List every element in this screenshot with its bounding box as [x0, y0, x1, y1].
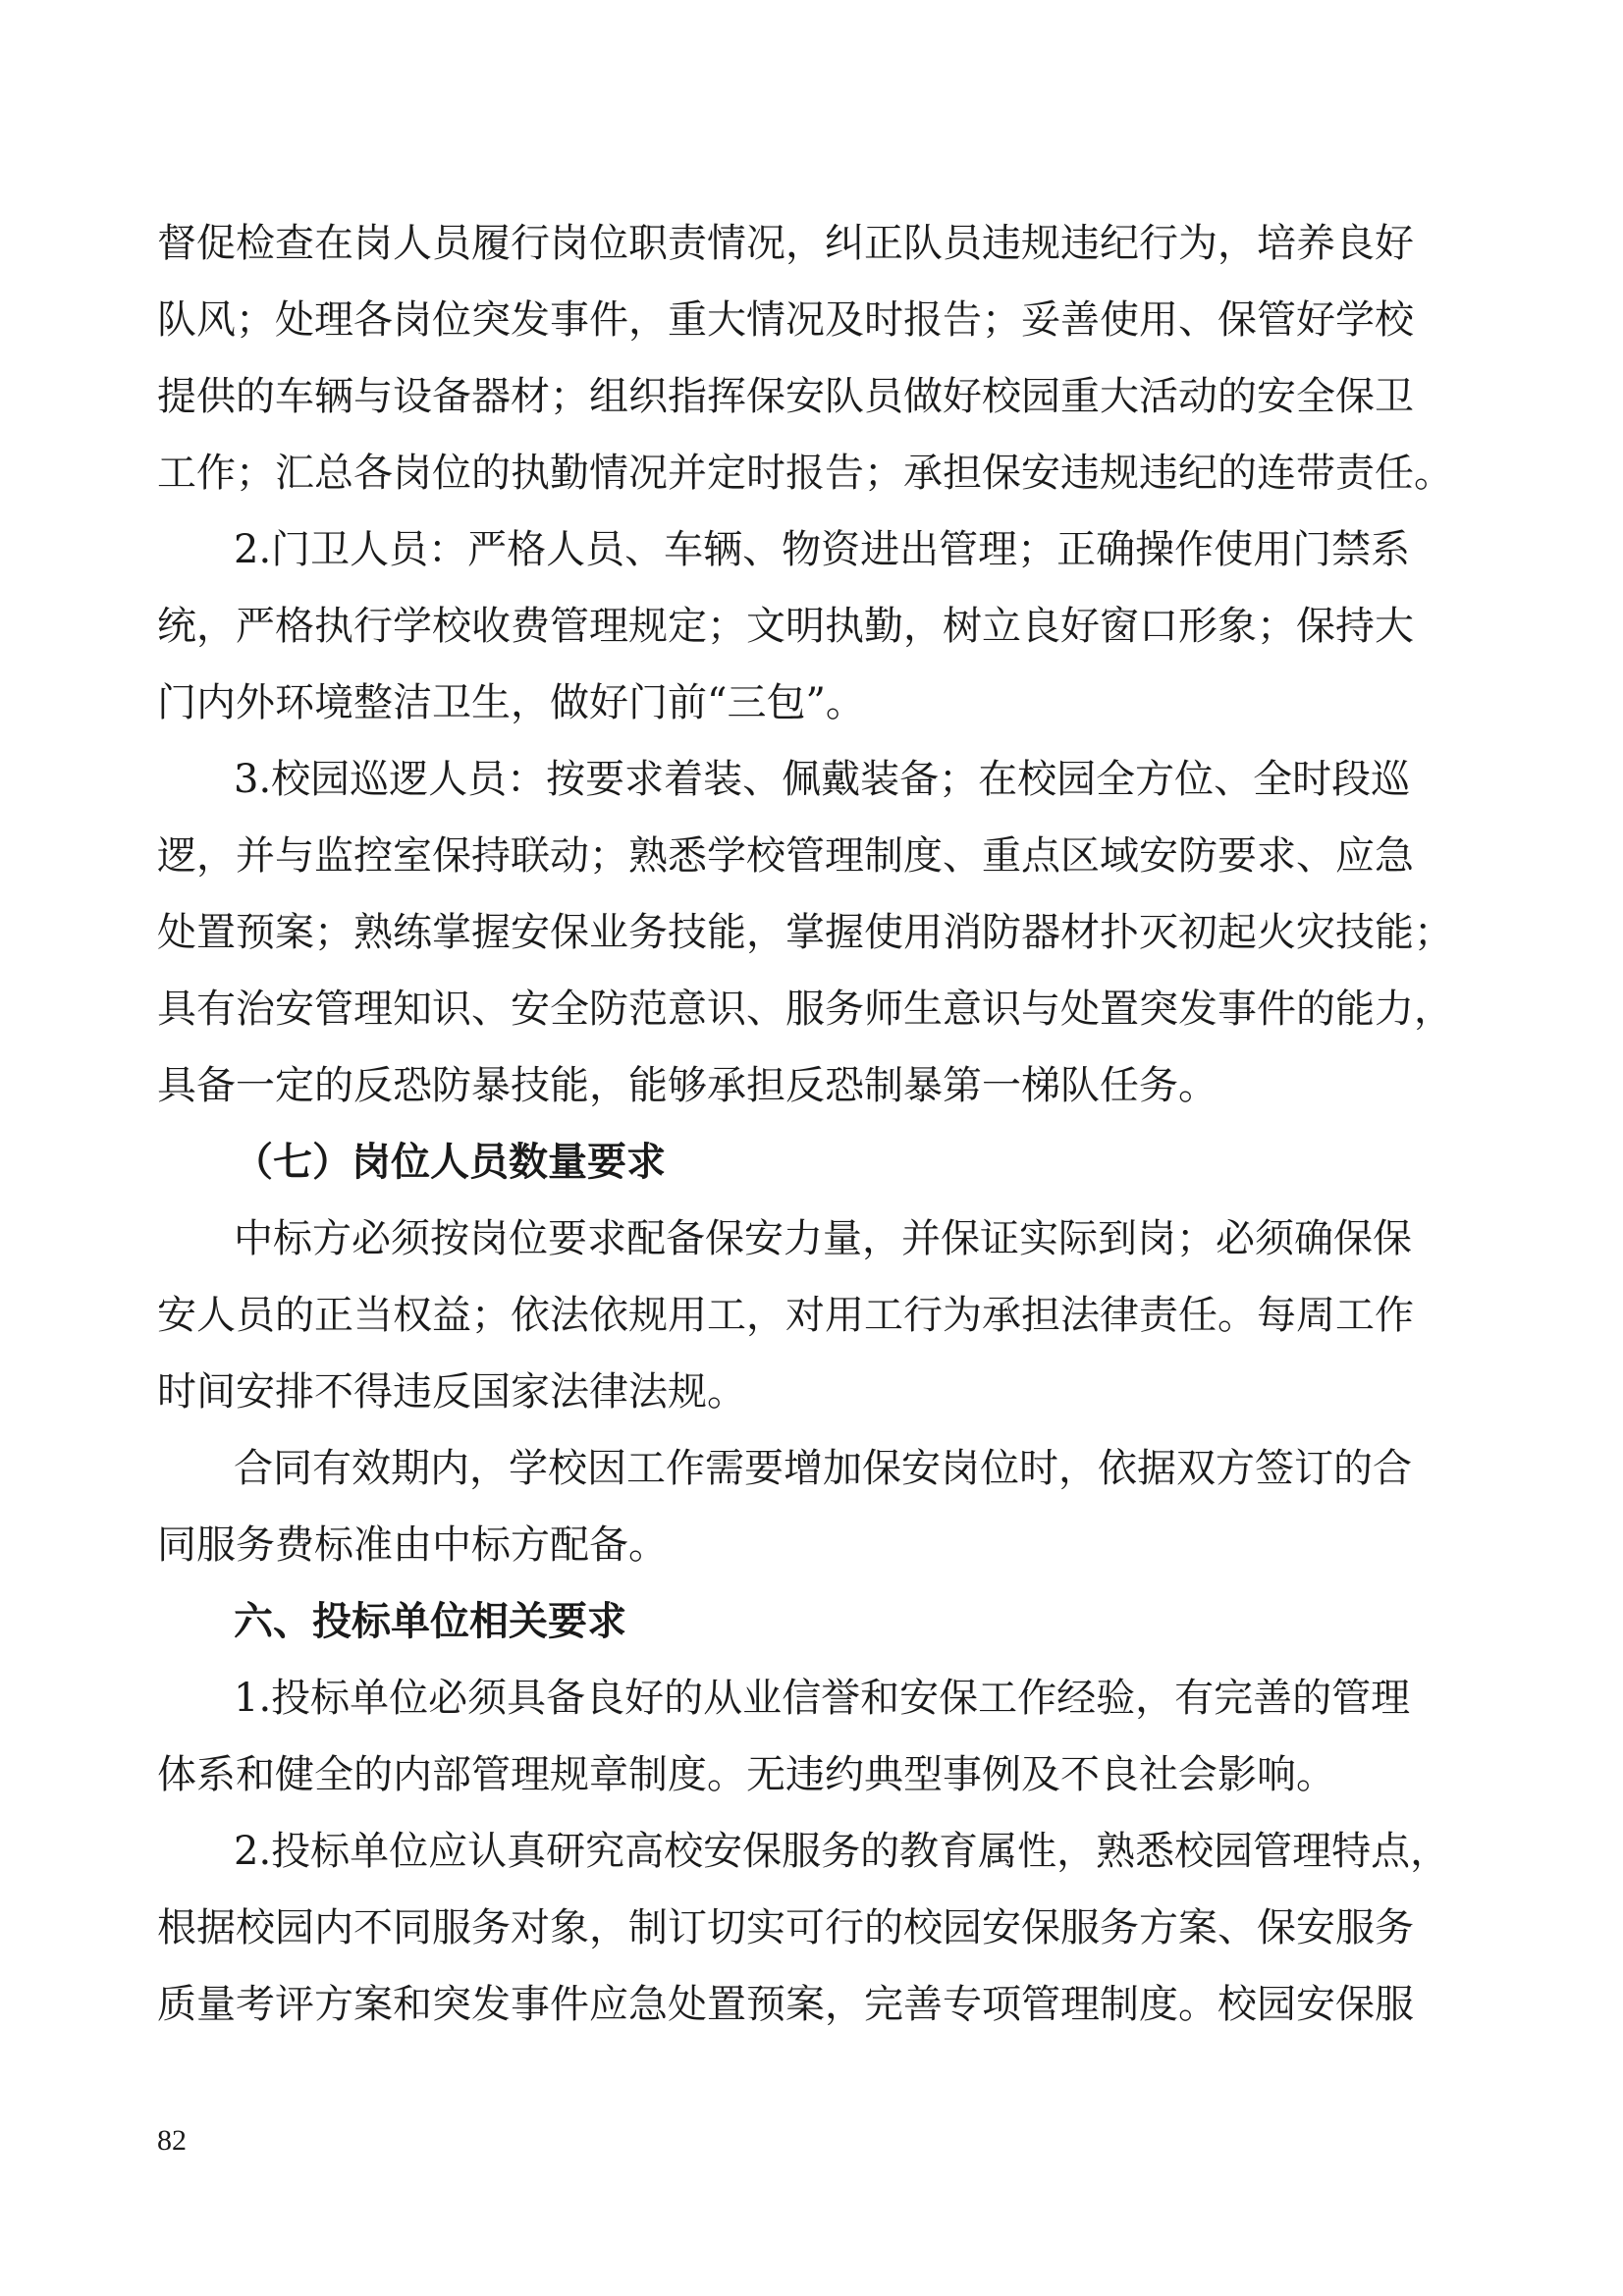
body-text-line: 督促检查在岗人员履行岗位职责情况，纠正队员违规违纪行为，培养良好: [157, 221, 1414, 266]
body-text-line: 同服务费标准由中标方配备。: [157, 1522, 668, 1568]
body-text-line: 质量考评方案和突发事件应急处置预案，完善专项管理制度。校园安保服: [157, 1982, 1414, 2027]
paragraph-first-line: 中标方必须按岗位要求配备保安力量，并保证实际到岗；必须确保保: [234, 1216, 1412, 1261]
body-text-line: 逻，并与监控室保持联动；熟悉学校管理制度、重点区域安防要求、应急: [157, 833, 1414, 879]
paragraph-first-line: 2.投标单位应认真研究高校安保服务的教育属性，熟悉校园管理特点，: [234, 1829, 1450, 1874]
body-text-line: 队风；处理各岗位突发事件，重大情况及时报告；妥善使用、保管好学校: [157, 297, 1414, 343]
body-text-line: 提供的车辆与设备器材；组织指挥保安队员做好校园重大活动的安全保卫: [157, 374, 1414, 419]
body-text-line: 体系和健全的内部管理规章制度。无违约典型事例及不良社会影响。: [157, 1752, 1335, 1797]
body-text-line: 根据校园内不同服务对象，制订切实可行的校园安保服务方案、保安服务: [157, 1905, 1414, 1950]
body-text-line: 具备一定的反恐防暴技能，能够承担反恐制暴第一梯队任务。: [157, 1063, 1217, 1108]
body-text-line: 具有治安管理知识、安全防范意识、服务师生意识与处置突发事件的能力，: [157, 987, 1453, 1032]
body-text-line: 门内外环境整洁卫生，做好门前“三包”。: [157, 680, 865, 725]
paragraph-first-line: 2.门卫人员：严格人员、车辆、物资进出管理；正确操作使用门禁系: [234, 527, 1411, 572]
paragraph-first-line: 1.投标单位必须具备良好的从业信誉和安保工作经验，有完善的管理: [234, 1676, 1411, 1721]
section-heading: 六、投标单位相关要求: [234, 1599, 626, 1644]
body-text-line: 安人员的正当权益；依法依规用工，对用工行为承担法律责任。每周工作: [157, 1293, 1414, 1338]
paragraph-first-line: 合同有效期内，学校因工作需要增加保安岗位时，依据双方签订的合: [234, 1446, 1412, 1491]
body-text-line: 统，严格执行学校收费管理规定；文明执勤，树立良好窗口形象；保持大: [157, 604, 1414, 649]
page-number: 82: [157, 2124, 187, 2157]
body-text-line: 处置预案；熟练掌握安保业务技能，掌握使用消防器材扑灭初起火灾技能；: [157, 910, 1453, 955]
section-heading: （七）岗位人员数量要求: [234, 1140, 666, 1185]
body-text-line: 工作；汇总各岗位的执勤情况并定时报告；承担保安违规违纪的连带责任。: [157, 451, 1453, 496]
paragraph-first-line: 3.校园巡逻人员：按要求着装、佩戴装备；在校园全方位、全时段巡: [234, 757, 1411, 802]
body-text-line: 时间安排不得违反国家法律法规。: [157, 1369, 746, 1415]
